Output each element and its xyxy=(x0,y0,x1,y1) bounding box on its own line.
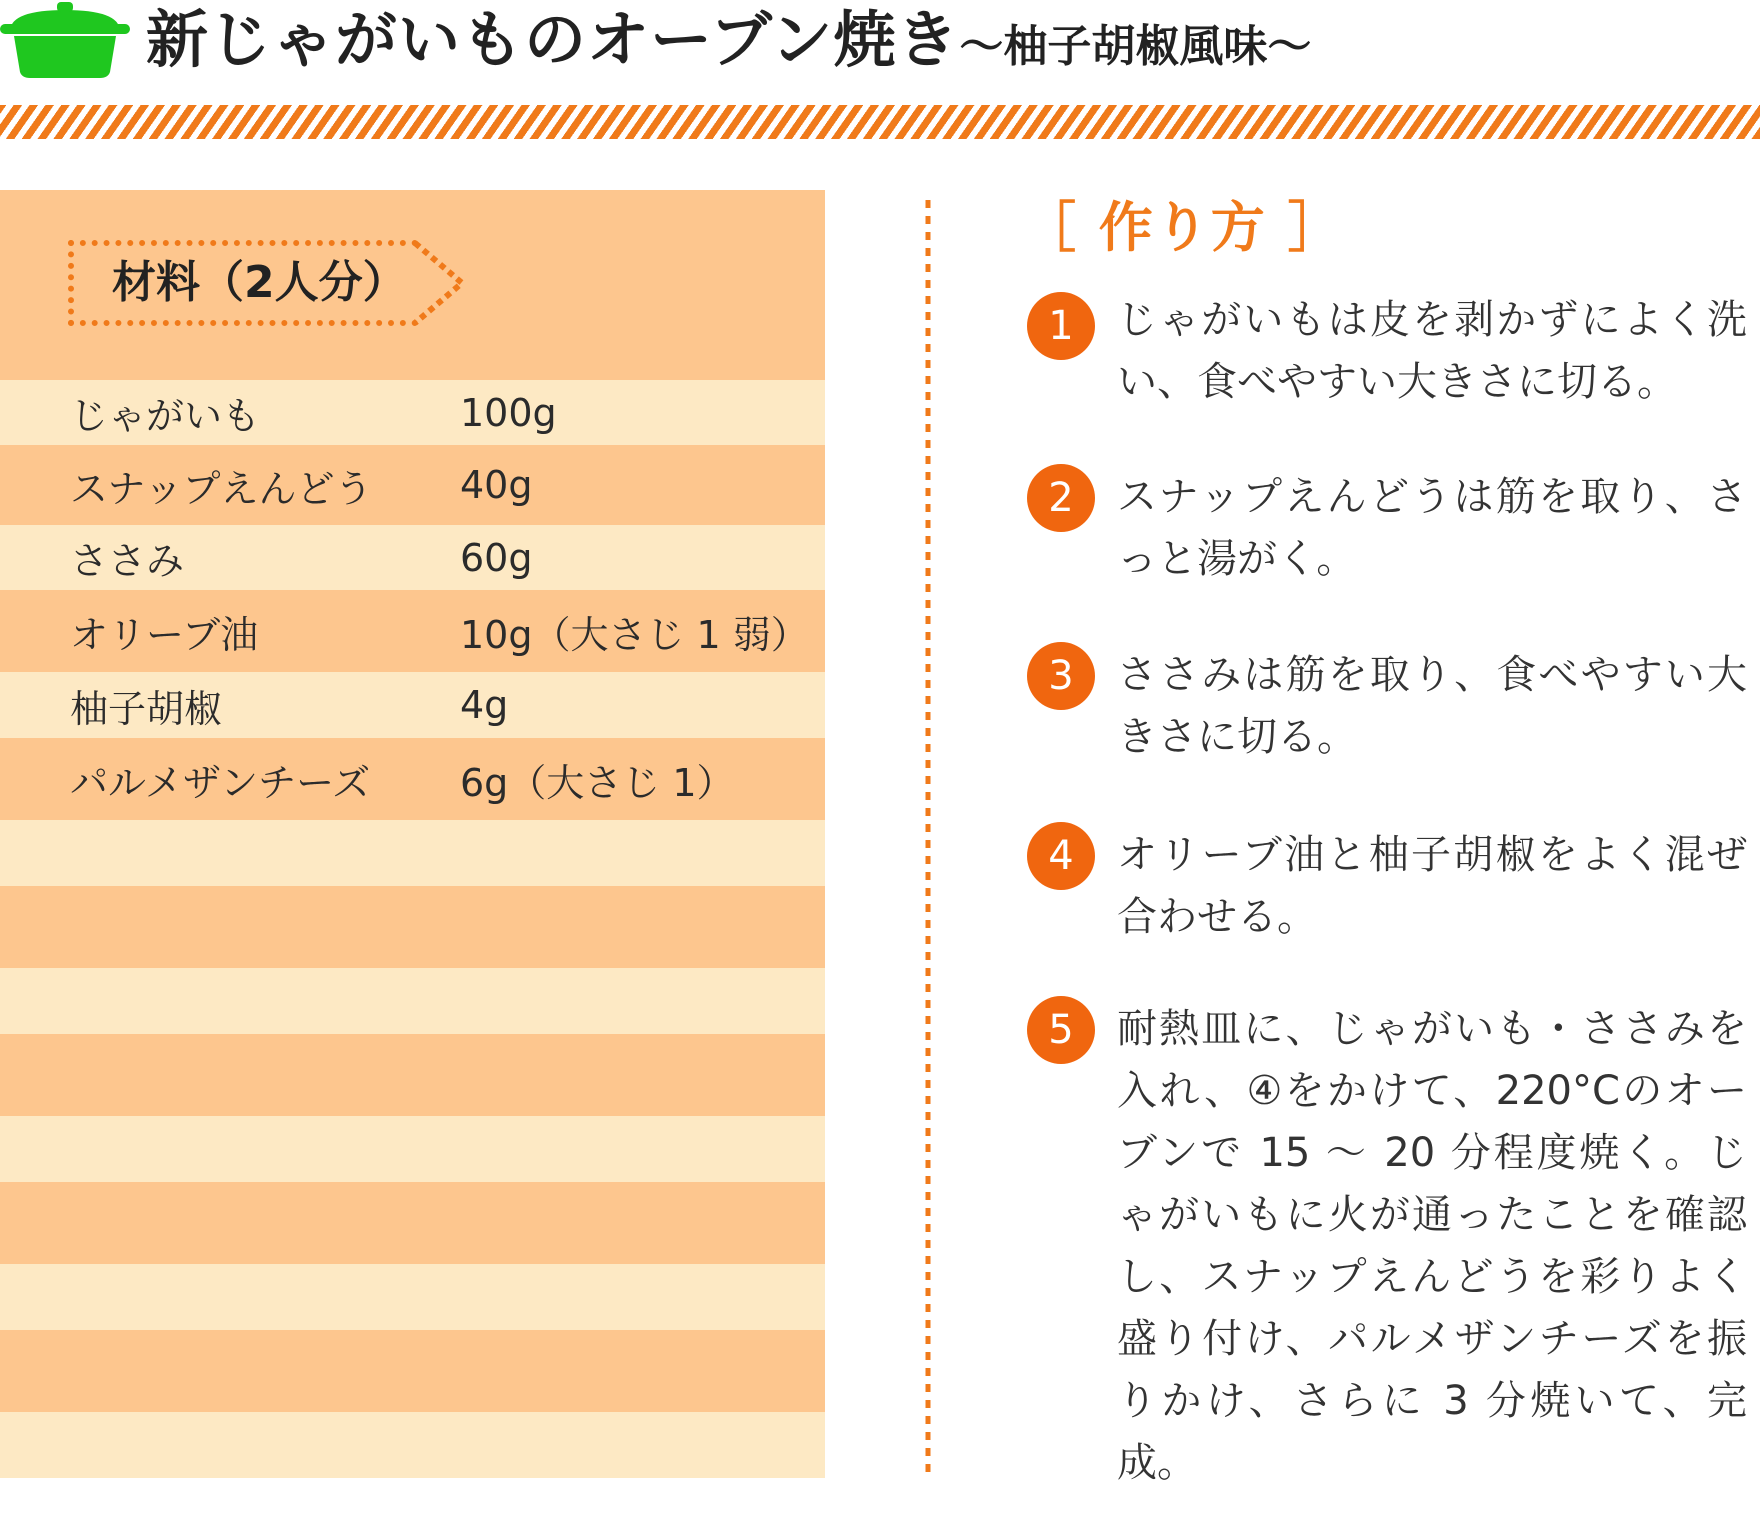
step-number-badge: 1 xyxy=(1027,292,1095,360)
ingredient-row xyxy=(0,525,825,590)
empty-row xyxy=(0,1330,825,1412)
empty-row xyxy=(0,1116,825,1182)
step-text: ささみは筋を取り、食べやすい大きさに切る。 xyxy=(1117,652,1747,760)
tag-arrow-icon xyxy=(412,240,472,326)
ingredient-name: スナップえんどう xyxy=(70,466,373,511)
empty-row xyxy=(0,1034,825,1116)
empty-row xyxy=(0,1412,825,1478)
empty-row xyxy=(0,968,825,1034)
ingredient-row xyxy=(0,672,825,738)
ingredient-name: ささみ xyxy=(70,539,185,583)
ingredients-panel xyxy=(0,190,825,1478)
step-number-badge: 4 xyxy=(1027,822,1095,890)
ingredient-row xyxy=(0,738,825,820)
ingredient-row xyxy=(0,380,825,445)
ingredient-row xyxy=(0,445,825,525)
title-sub: 〜柚子胡椒風味〜 xyxy=(959,21,1312,72)
pot-icon xyxy=(0,2,130,80)
page-title xyxy=(146,2,1311,78)
empty-row xyxy=(0,1182,825,1264)
step-number-badge: 5 xyxy=(1027,996,1095,1064)
ingredient-amount: 40g xyxy=(460,463,533,507)
step-text: オリーブ油と柚子胡椒をよく混ぜ合わせる。 xyxy=(1117,832,1747,940)
ingredient-name: じゃがいも xyxy=(70,394,261,438)
title-bar xyxy=(0,0,1760,90)
ingredient-amount: 4g xyxy=(460,683,509,727)
step-text: じゃがいもは皮を剥かずによく洗い、食べやすい大きさに切る。 xyxy=(1117,297,1747,405)
ingredient-name: パルメザンチーズ xyxy=(70,760,371,805)
step-text: 耐熱皿に、じゃがいも・ささみを入れ、④をかけて、220°Cのオーブンで 15 〜 20 分程度焼く。じゃがいもに火が通ったことを確認し、スナップえんどうを彩りよく盛り付け、パルメザンチーズを振りかけ、さらに 3 分焼いて、完成。 xyxy=(1117,1006,1747,1486)
step-number-badge: 3 xyxy=(1027,642,1095,710)
dotted-divider xyxy=(924,200,932,1472)
title-main: 新じゃがいものオーブン焼き xyxy=(146,3,960,76)
ingredient-amount: 100g xyxy=(460,390,557,435)
empty-row xyxy=(0,886,825,968)
ingredients-header xyxy=(0,190,825,380)
step-number-badge: 2 xyxy=(1027,464,1095,532)
empty-row xyxy=(0,820,825,886)
hatch-divider xyxy=(0,105,1760,139)
ingredients-heading: 材料（2人分） xyxy=(112,257,407,308)
step-text: スナップえんどうは筋を取り、さっと湯がく。 xyxy=(1117,474,1747,582)
empty-row xyxy=(0,1264,825,1330)
ingredient-amount: 60g xyxy=(460,535,533,580)
steps-heading: ［ 作り方 ］ xyxy=(1022,196,1344,259)
ingredient-amount: 10g（大さじ 1 弱） xyxy=(460,612,809,657)
ingredient-row xyxy=(0,590,825,672)
ingredient-amount: 6g（大さじ 1） xyxy=(460,760,735,805)
ingredient-name: 柚子胡椒 xyxy=(70,686,223,731)
ingredient-name: オリーブ油 xyxy=(70,612,259,657)
